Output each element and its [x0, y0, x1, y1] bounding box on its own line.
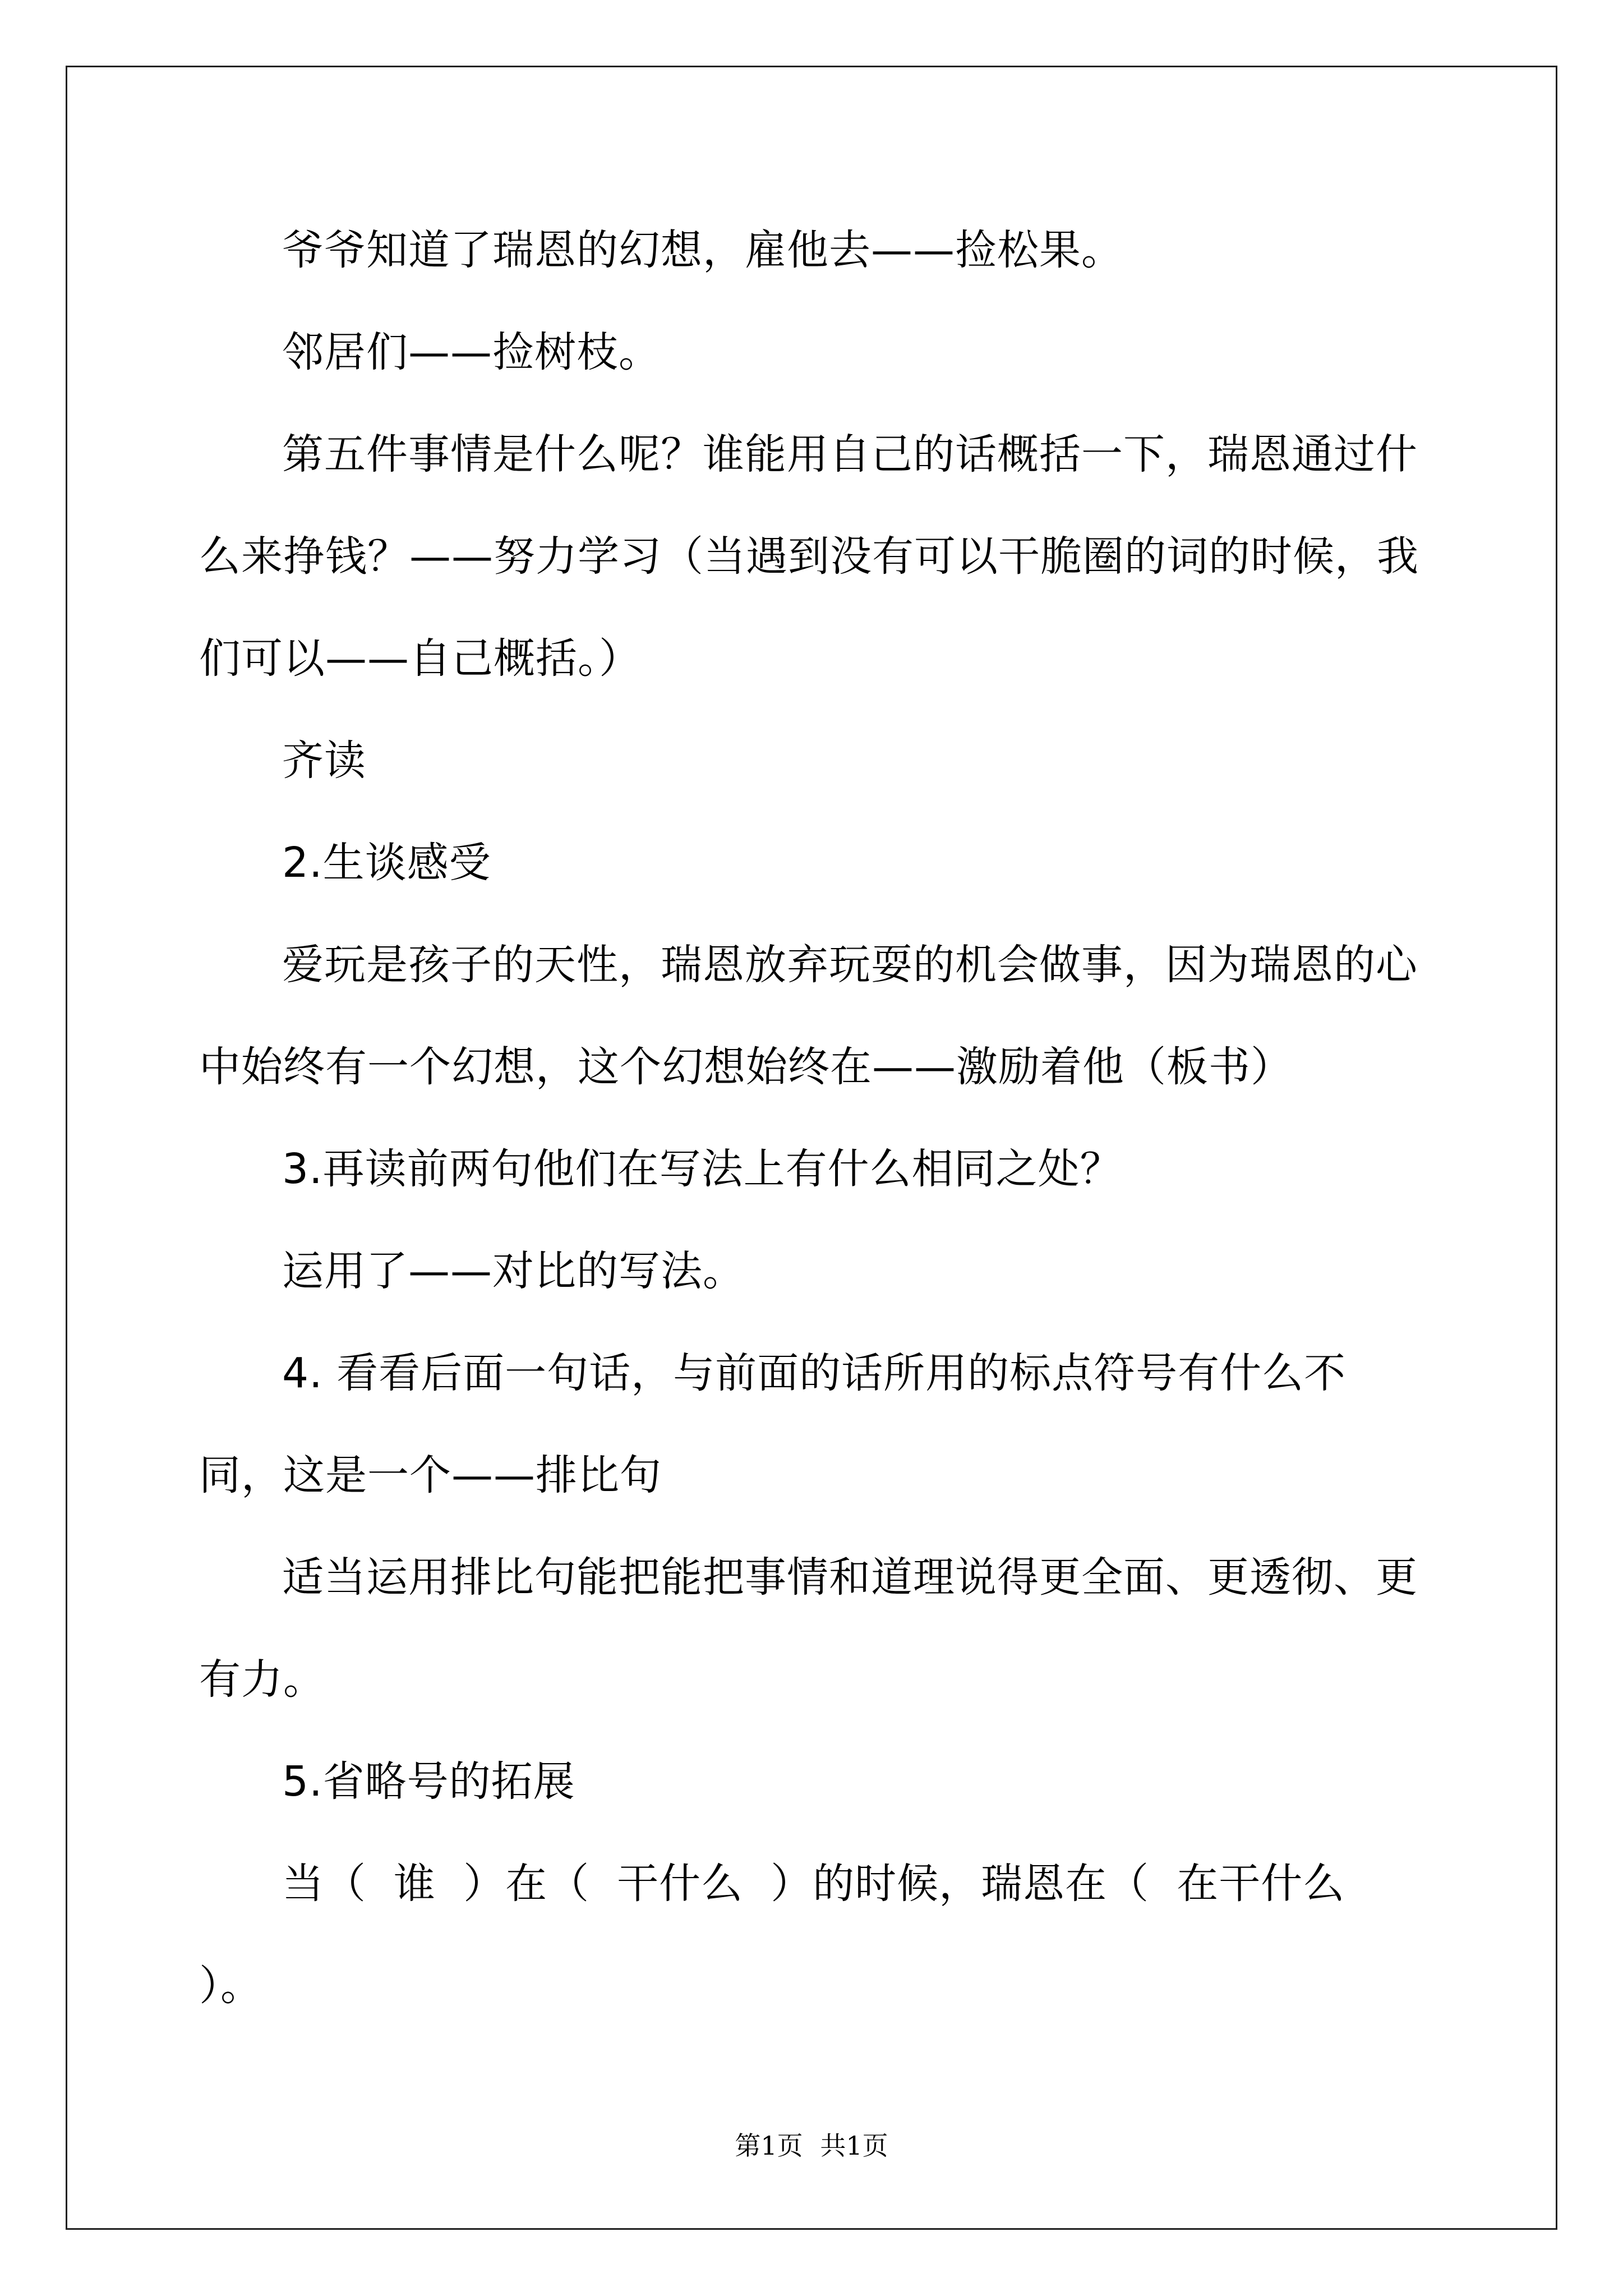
paragraph: 邻居们——捡树枝。: [282, 328, 661, 376]
paragraph: 当（ 谁 ）在（ 干什么 ）的时候，瑞恩在（ 在干什么 ）。: [199, 1860, 1373, 2010]
paragraph: 第五件事情是什么呢？谁能用自己的话概括一下，瑞恩通过什么来挣钱？——努力学习（当遇到没有可以干脆圈的词的时候，我们可以——自己概括。）: [199, 430, 1419, 683]
paragraph: 适当运用排比句能把能把事情和道理说得更全面、更透彻、更有力。: [199, 1553, 1418, 1704]
paragraph: 齐读: [282, 737, 366, 785]
page-number-current: 第1页: [735, 2131, 803, 2161]
page-footer: [0, 2129, 1623, 2162]
paragraph: 运用了——对比的写法。: [282, 1247, 745, 1295]
paragraph: 爷爷知道了瑞恩的幻想，雇他去——捡松果。: [282, 226, 1123, 274]
paragraph: 2.生谈感受: [282, 839, 491, 887]
paragraph: 5.省略号的拓展: [282, 1757, 575, 1806]
page-number-total: 共1页: [820, 2131, 888, 2161]
document-body: [199, 199, 1426, 2037]
paragraph: 3.再读前两句他们在写法上有什么相同之处？: [282, 1145, 1122, 1193]
paragraph: 4. 看看后面一句话，与前面的话所用的标点符号有什么不同，这是一个——排比句: [199, 1349, 1347, 1499]
paragraph: 爱玩是孩子的天性，瑞恩放弃玩耍的机会做事，因为瑞恩的心中始终有一个幻想，这个幻想始终在——激励着他（板书）: [199, 941, 1418, 1091]
